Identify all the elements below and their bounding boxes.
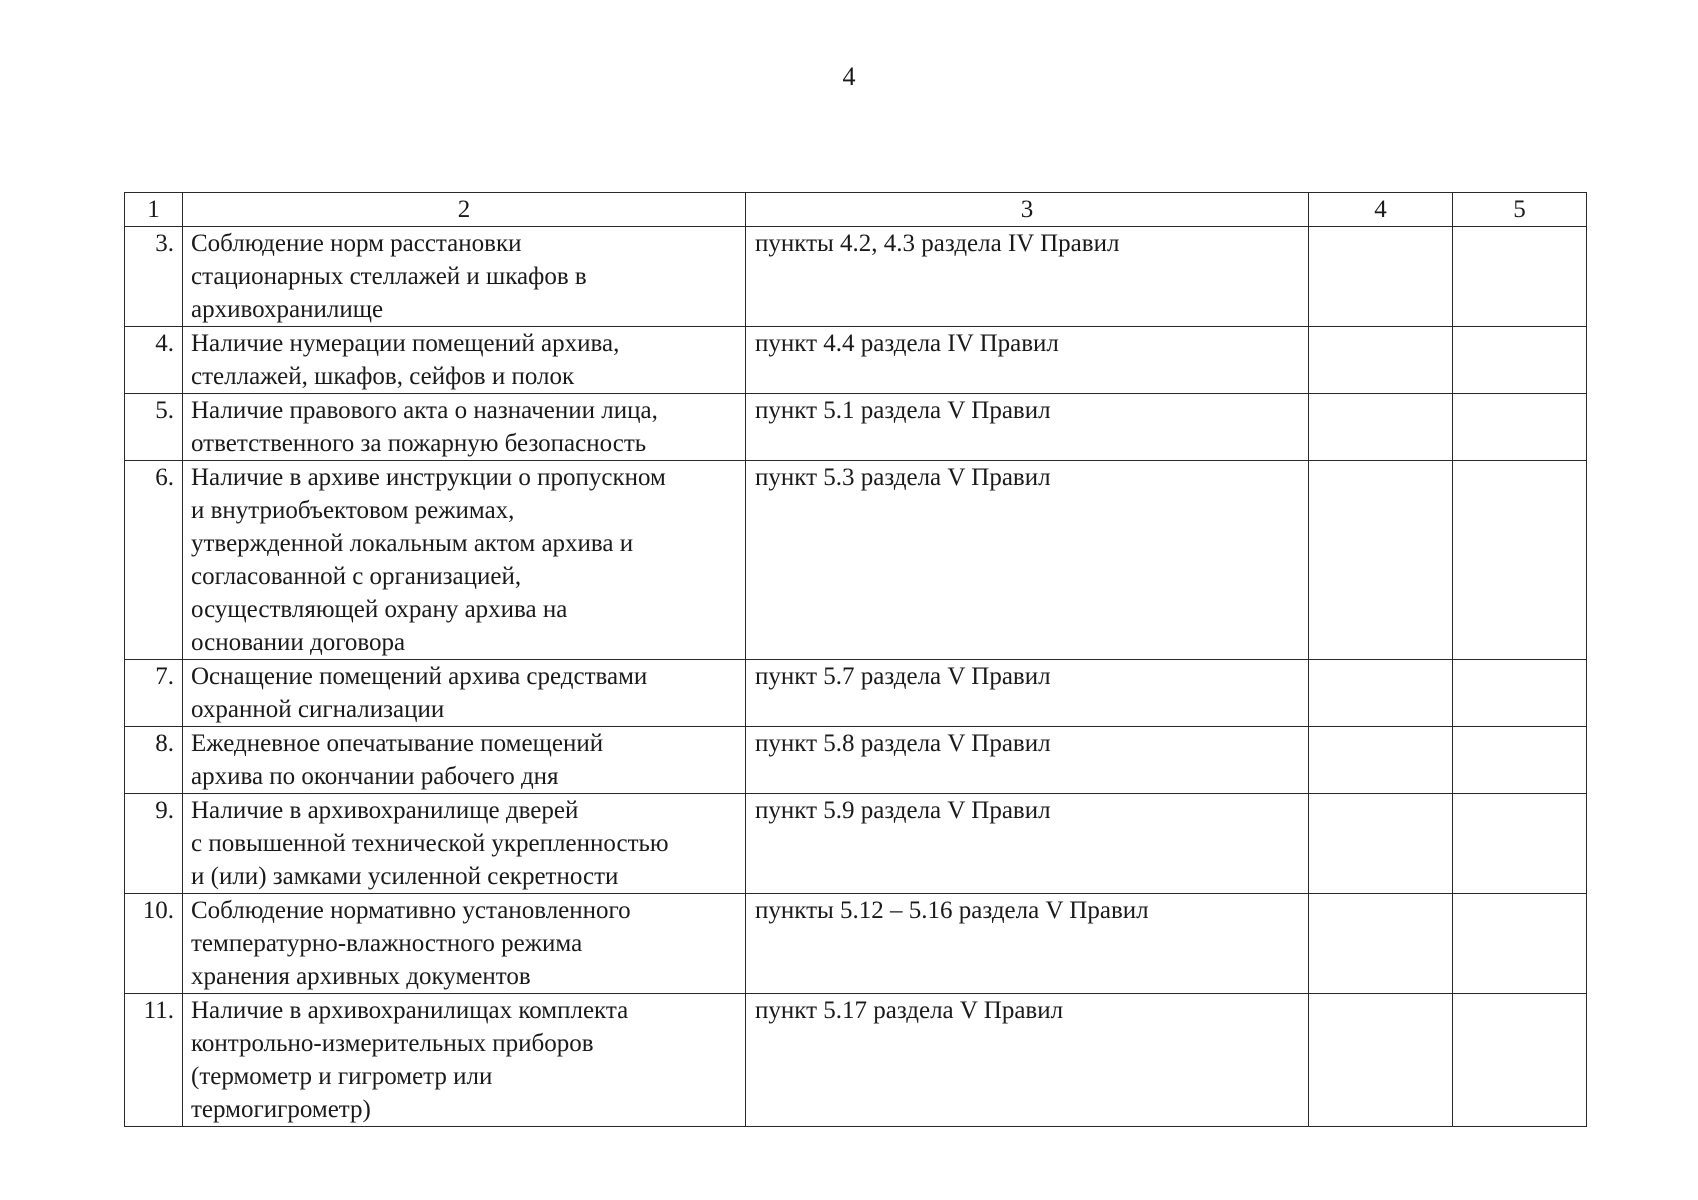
row-number: 5. [125, 394, 183, 461]
requirement-text: Соблюдение нормативно установленного температурно-влажностного режима хранения архивных документов [191, 897, 631, 990]
reference-cell: пункты 5.12 – 5.16 раздела V Правил [746, 894, 1309, 994]
header-cell-1: 1 [125, 193, 183, 227]
col5-cell [1453, 727, 1587, 794]
reference-cell: пункт 5.1 раздела V Правил [746, 394, 1309, 461]
row-number: 7. [125, 660, 183, 727]
col4-cell [1309, 994, 1453, 1127]
row-number: 11. [125, 994, 183, 1127]
reference-cell: пункт 5.17 раздела V Правил [746, 994, 1309, 1127]
col5-cell [1453, 461, 1587, 660]
row-number: 6. [125, 461, 183, 660]
requirement-cell [183, 394, 746, 461]
col5-cell [1453, 660, 1587, 727]
table-row [125, 227, 1587, 327]
requirement-cell [183, 994, 746, 1127]
col4-cell [1309, 794, 1453, 894]
header-cell-5: 5 [1453, 193, 1587, 227]
requirement-cell [183, 727, 746, 794]
reference-cell: пункт 5.9 раздела V Правил [746, 794, 1309, 894]
reference-cell: пункт 5.8 раздела V Правил [746, 727, 1309, 794]
requirement-text: Наличие в архивохранилищах комплекта контрольно-измерительных приборов (термометр и гигрометр или термогигрометр) [191, 997, 629, 1123]
table-row [125, 394, 1587, 461]
requirement-text: Оснащение помещений архива средствами охранной сигнализации [191, 663, 648, 723]
col4-cell [1309, 660, 1453, 727]
table-row [125, 994, 1587, 1127]
requirement-text: Наличие в архиве инструкции о пропускном и внутриобъектовом режимах, утвержденной локальным актом архива и согласованной с организацией, осуществляющей охрану архива на основании договора [191, 464, 666, 656]
table-row [125, 660, 1587, 727]
requirement-text: Наличие в архивохранилище дверей с повышенной технической укрепленностью и (или) замками усиленной секретности [191, 797, 669, 890]
row-number: 10. [125, 894, 183, 994]
table-row [125, 461, 1587, 660]
table-row [125, 794, 1587, 894]
table-row [125, 327, 1587, 394]
col5-cell [1453, 994, 1587, 1127]
header-cell-2: 2 [183, 193, 746, 227]
reference-cell: пункты 4.2, 4.3 раздела IV Правил [746, 227, 1309, 327]
row-number: 3. [125, 227, 183, 327]
requirement-cell [183, 327, 746, 394]
col5-cell [1453, 394, 1587, 461]
requirement-cell [183, 794, 746, 894]
reference-cell: пункт 5.3 раздела V Правил [746, 461, 1309, 660]
table-row [125, 894, 1587, 994]
col4-cell [1309, 727, 1453, 794]
requirement-cell [183, 660, 746, 727]
header-cell-4: 4 [1309, 193, 1453, 227]
requirement-text: Наличие правового акта о назначении лица, ответственного за пожарную безопасность [191, 397, 658, 457]
row-number: 8. [125, 727, 183, 794]
col5-cell [1453, 894, 1587, 994]
table-row [125, 727, 1587, 794]
col4-cell [1309, 227, 1453, 327]
col5-cell [1453, 227, 1587, 327]
col4-cell [1309, 327, 1453, 394]
reference-cell: пункт 5.7 раздела V Правил [746, 660, 1309, 727]
page-number: 4 [842, 62, 856, 91]
requirement-text: Наличие нумерации помещений архива, стеллажей, шкафов, сейфов и полок [191, 330, 620, 390]
requirement-cell [183, 227, 746, 327]
requirement-cell [183, 894, 746, 994]
requirement-cell [183, 461, 746, 660]
requirement-text: Ежедневное опечатывание помещений архива по окончании рабочего дня [191, 730, 604, 790]
reference-cell: пункт 4.4 раздела IV Правил [746, 327, 1309, 394]
header-cell-3: 3 [746, 193, 1309, 227]
table-header-row [125, 193, 1587, 227]
col5-cell [1453, 327, 1587, 394]
col5-cell [1453, 794, 1587, 894]
requirement-text: Соблюдение норм расстановки стационарных стеллажей и шкафов в архивохранилище [191, 230, 587, 323]
row-number: 4. [125, 327, 183, 394]
col4-cell [1309, 894, 1453, 994]
col4-cell [1309, 461, 1453, 660]
col4-cell [1309, 394, 1453, 461]
row-number: 9. [125, 794, 183, 894]
checklist-table [124, 192, 1587, 1127]
